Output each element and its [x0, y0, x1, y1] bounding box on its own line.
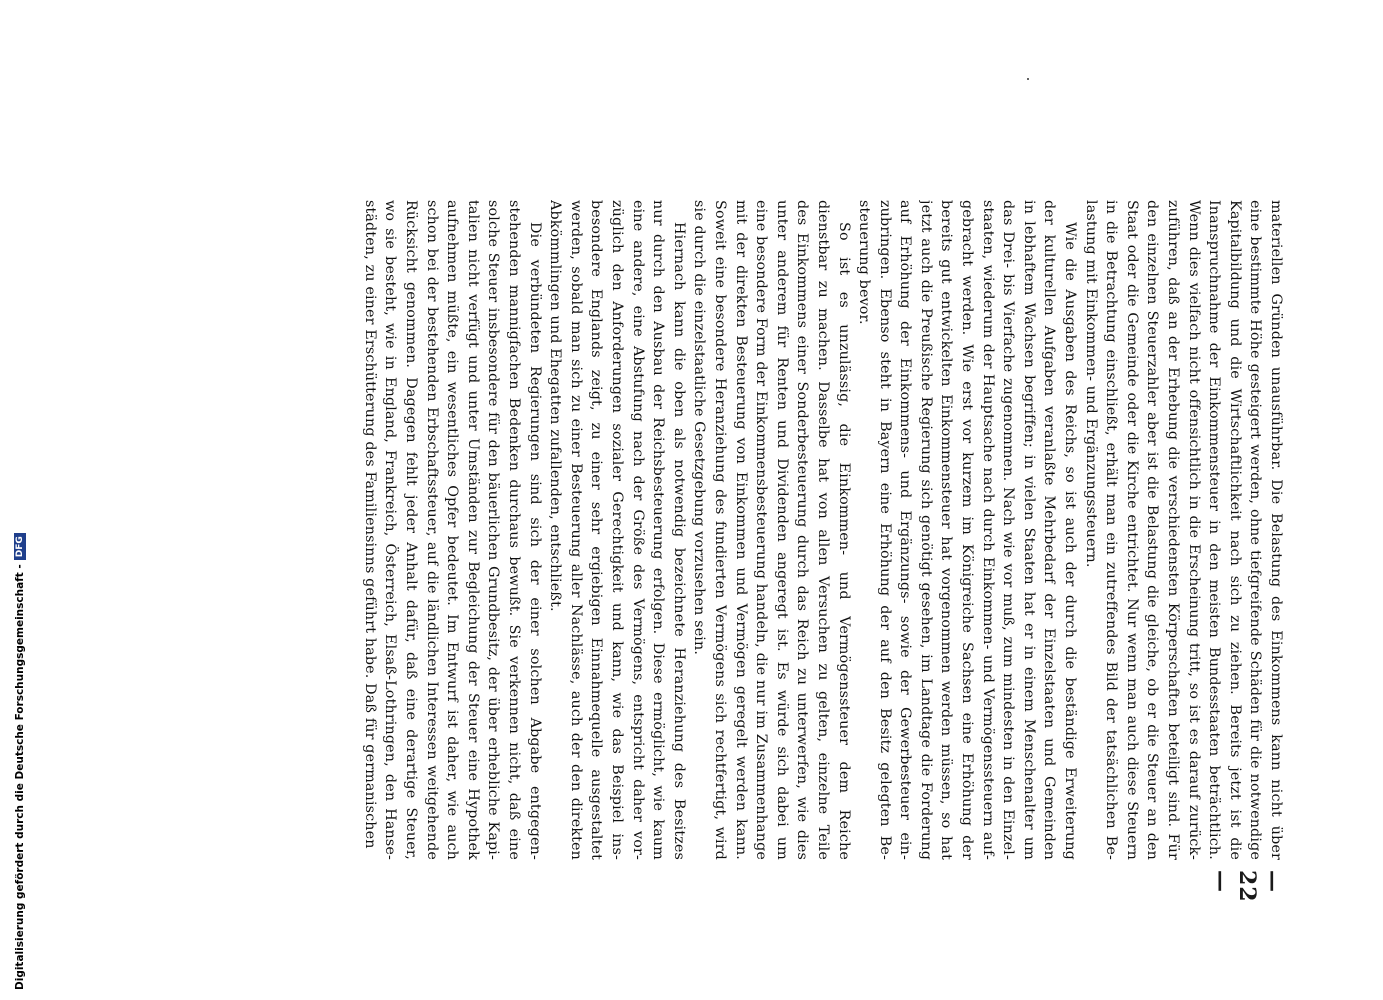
text-line: Wenn dies vielfach nicht offensichtlich in die Erscheinung tritt, so ist es darauf zurück- — [1185, 200, 1202, 860]
text-line: eine besondere Form der Einkommensbesteuerung handeln, die nur im Zusammenhange — [753, 200, 770, 860]
text-line: Soweit eine besondere Heranziehung des fundierten Vermögens sich rechtfertigt, wird — [711, 200, 728, 860]
text-line: zubringen. Ebenso steht in Bayern eine Erhöhung der auf den Besitz gelegten Be- — [876, 200, 893, 860]
text-line: unter anderem für Renten und Dividenden angeregt ist. Es würde sich dabei um — [773, 200, 790, 860]
text-line: talien nicht verfügt und unter Umständen zur Begleichung der Steuer eine Hypothek — [464, 200, 481, 860]
scanned-page — [156, 200, 1286, 980]
attribution-line — [14, 533, 26, 990]
text-line: Wie die Ausgaben des Reichs, so ist auch der durch die beständige Erweiterung — [1062, 222, 1079, 860]
text-line: stehenden mannigfachen Bedenken durchaus bewußt. Sie verkennen nicht, daß eine — [506, 200, 523, 860]
text-line: aufnehmen müßte, ein wesentliches Opfer bedeutet. Im Entwurf ist daher, wie auch — [444, 200, 461, 860]
text-line: Staat oder die Gemeinde oder die Kirche entrichtet. Nur wenn man auch diese Steuern — [1123, 200, 1140, 860]
dfg-logo: DFG — [14, 533, 26, 560]
text-line: Hiernach kann die oben als notwendig bezeichnete Heranziehung des Besitzes — [670, 222, 687, 860]
text-line: Die verbündeten Regierungen sind sich der einer solchen Abgabe entgegen- — [526, 222, 543, 860]
text-line: eine andere, eine Abstufung nach der Größe des Vermögens, entspricht daher vor- — [629, 200, 646, 860]
page-number: — 22 — — [1208, 870, 1286, 903]
text-line: der kulturellen Aufgaben veranlaßte Mehrbedarf der Einzelstaaten und Gemeinden — [1041, 200, 1058, 860]
text-line: in lebhaftem Wachsen begriffen; in vielen Staaten hat er in einem Menschenalter um — [1020, 200, 1037, 860]
scan-speck — [1027, 78, 1029, 80]
body-text — [156, 200, 1286, 903]
running-head — [1208, 870, 1286, 930]
text-line: Kapitalbildung und die Wirtschaftlichkeit nach sich zu ziehen. Bereits jetzt ist die — [1226, 200, 1243, 860]
text-line: dienstbar zu machen. Dasselbe hat von allen Versuchen zu gelten, einzelne Teile — [814, 200, 831, 860]
text-line: jetzt auch die Preußische Regierung sich genötigt gesehen, im Landtage die Forderung — [917, 200, 934, 860]
text-line: gebracht werden. Wie erst vor kurzem im Königreiche Sachsen eine Erhöhung der — [959, 200, 976, 860]
text-line: Abkömmlingen und Ehegatten zufallenden, entschließt. — [547, 200, 564, 612]
text-line: wo sie besteht, wie in England, Frankreich, Österreich, Elsaß-Lothringen, den Hanse- — [382, 200, 399, 860]
text-line: Inanspruchnahme der Einkommensteuer in den meisten Bundesstaaten beträchtlich. — [1206, 200, 1223, 860]
text-line: eine bestimmte Höhe gesteigert werden, ohne tiefgreifende Schäden für die notwendige — [1247, 200, 1264, 860]
text-line: in die Betrachtung einschließt, erhält man ein zutreffendes Bild der tatsächlichen Be- — [1103, 200, 1120, 860]
text-line: solche Steuer insbesondere für den bäuerlichen Grundbesitz, der über erhebliche Kapi- — [485, 200, 502, 860]
text-line: den einzelnen Steuerzahler aber ist die Belastung die gleiche, ob er die Steuer an den — [1144, 200, 1161, 860]
attribution-text: Digitalisierung gefördert durch die Deutsche Forschungsgemeinschaft - — [14, 564, 26, 990]
text-line: des Einkommens einer Sonderbesteuerung durch das Reich zu unterwerfen, wie dies — [794, 200, 811, 860]
text-line: materiellen Gründen unausführbar. Die Belastung des Einkommens kann nicht über — [1268, 200, 1284, 860]
text-line: lastung mit Einkommen- und Ergänzungssteuern. — [1082, 200, 1099, 568]
text-line: werden, sobald man sich zu einer Besteuerung aller Nachlässe, auch der den direkten — [567, 200, 584, 860]
text-line: auf Erhöhung der Einkommens- und Ergänzungs- sowie der Gewerbesteuer ein- — [897, 200, 914, 860]
text-line: nur durch den Ausbau der Reichsbesteuerung erfolgen. Diese ermöglicht, wie kaum — [650, 200, 667, 860]
text-line: besondere Englands zeigt, zu einer sehr ergiebigen Einnahmequelle ausgestaltet — [588, 200, 605, 860]
text-line: mit der direkten Besteuerung von Einkommen und Vermögen geregelt werden kann. — [732, 200, 749, 860]
text-line: das Drei- bis Vierfache zugenommen. Nach wie vor muß, zum mindesten in den Einzel- — [1000, 200, 1017, 860]
text-line: Rücksicht genommen. Dagegen fehlt jeder Anhalt dafür, daß eine derartige Steuer, — [403, 200, 420, 860]
text-line: zuführen, daß an der Erhebung die verschiedensten Körperschaften beteiligt sind. Für — [1165, 200, 1182, 860]
text-line: schon bei der bestehenden Erbschaftssteuer, auf die ländlichen Interessen weitgehende — [423, 200, 440, 860]
text-line: sie durch die einzelstaatliche Gesetzgebung vorzusehen sein. — [691, 200, 708, 656]
text-line: städten, zu einer Erschütterung des Familiensinns geführt habe. Daß für germanischen — [361, 200, 378, 849]
sidebar-margin — [0, 0, 14, 1000]
text-line: bereits gut entwickelten Einkommensteuer hat vorgenommen werden müssen, so hat — [938, 200, 955, 860]
text-line: steuerung bevor. — [856, 200, 873, 325]
text-line: züglich den Anforderungen sozialer Gerechtigkeit und kann, wie das Beispiel ins- — [609, 200, 625, 860]
text-line: So ist es unzulässig, die Einkommen- und Vermögenssteuer dem Reiche — [835, 222, 852, 860]
text-line: staaten, wiederum der Hauptsache nach durch Einkommen- und Vermögenssteuern auf- — [979, 200, 996, 860]
